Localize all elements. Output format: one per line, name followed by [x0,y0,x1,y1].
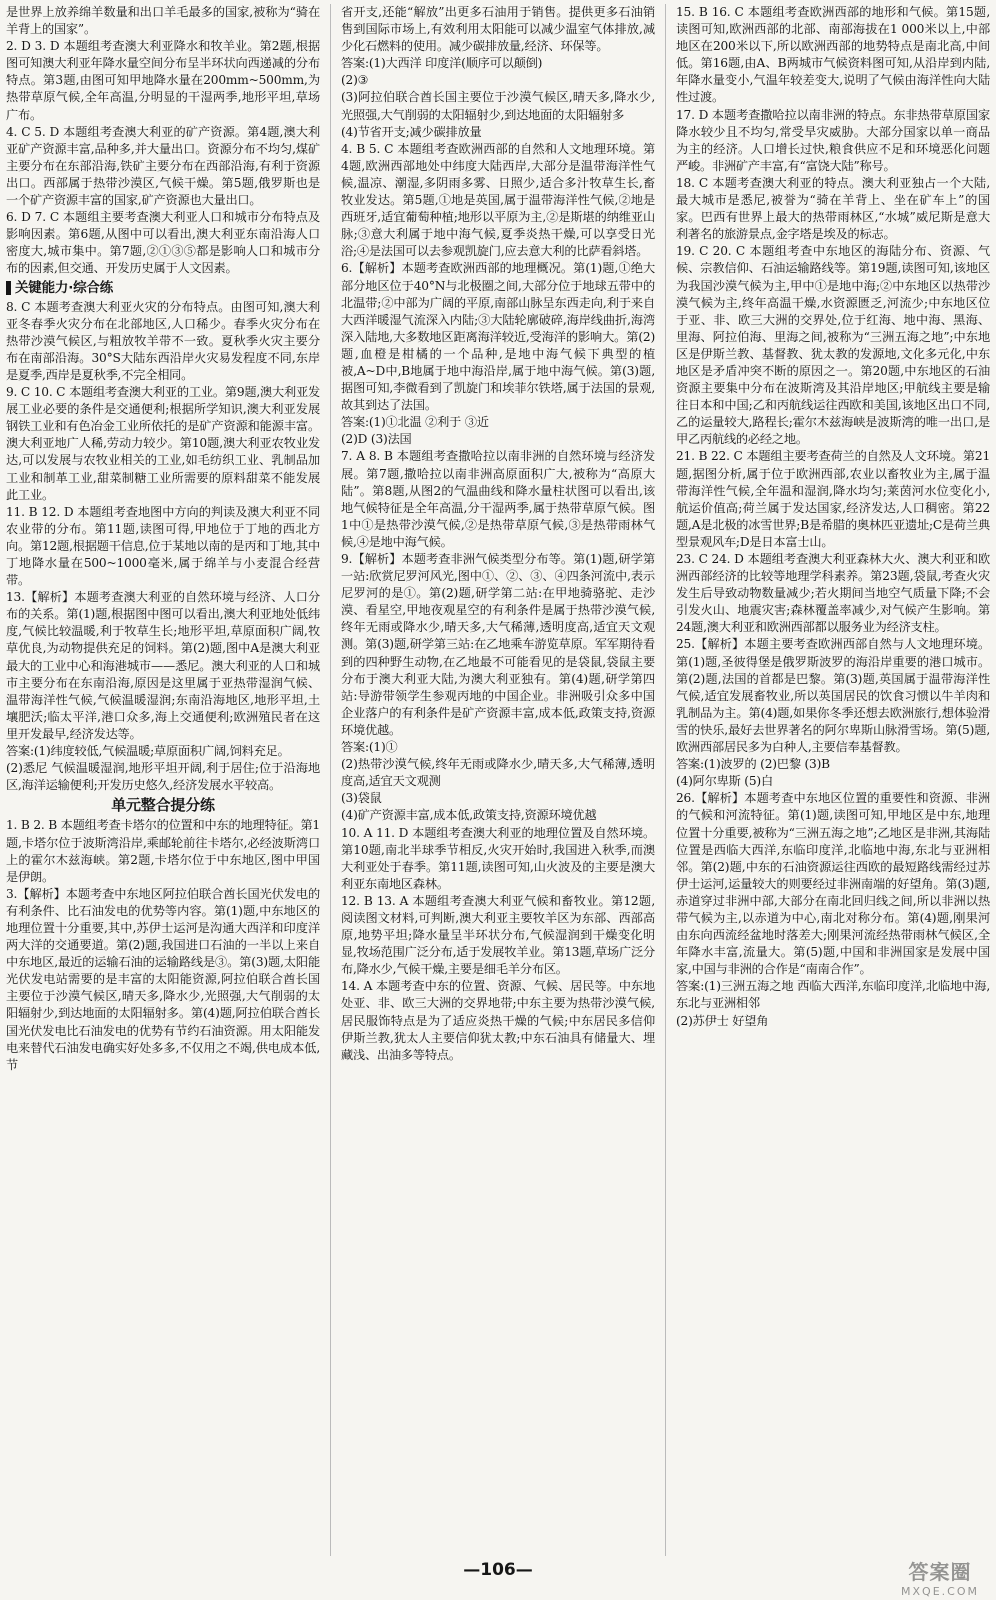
answer-paragraph: 23. C 24. D 本题组考查澳大利亚森林大火、澳大利亚和欧洲西部经济的比较等地理学科素养。第23题,袋鼠,考查火灾发生后导致动物数量减少;若火期间当地空气质量下降;不会引发火山、地震灾害;森林覆盖率减少,对气候产生影响。第24题,澳大利亚和欧洲西部都以服务业为经济支柱。 [676,552,990,635]
answer-paragraph: 省开支,还能“解放”出更多石油用于销售。提供更多石油销售到国际市场上,有效利用太阳能可以减少温室气体排放,减少化石燃料的使用。减少碳排放量,经济、环保等。 [341,5,655,54]
answer-paragraph: (2)D (3)法国 [341,432,412,447]
answer-paragraph: 1. B 2. B 本题组考查卡塔尔的位置和中东的地理特征。第1题,卡塔尔位于波斯湾沿岸,乘邮轮前往卡塔尔,必经波斯湾口上的霍尔木兹海峡。第2题,卡塔尔位于中东地区,图中甲国是伊朗。 [6,818,320,884]
answer-paragraph: 10. A 11. D 本题组考查澳大利亚的地理位置及自然环境。第10题,南北半球季节相反,火灾开始时,我国进入秋季,而澳大利亚处于春季。第11题,读图可知,山火波及的主要是澳大利亚东南地区森林。 [341,825,655,891]
answer-paragraph: 4. B 5. C 本题组考查欧洲西部的自然和人文地理环境。第4题,欧洲西部地处中纬度大陆西岸,大部分是温带海洋性气候,温凉、潮湿,多阴雨多雾、日照少,适合多汁牧草生长,畜牧业发达。第5题,①地是英国,属于温带海洋性气候,②地是西班牙,适宜葡萄种植;地形以平原为主,②是斯堪的纳维亚山脉;③意大利属于地中海气候,夏季炎热干燥,可以享受日光浴;④是法国可以去参观凯旋门,应去意大利的比萨看斜塔。 [341,141,655,259]
column-1 [6,4,320,1556]
answer-paragraph: 6.【解析】本题考查欧洲西部的地理概况。第(1)题,①绝大部分地区位于40°N与北极圈之间,大部分位于地球五带中的北温带;②中部为广阔的平原,南部山脉呈东西走向,利于来自大西洋暖湿气流深入内陆;③大陆轮廓破碎,海岸线曲折,海湾深入陆地,大多数地区距离海洋较近,受海洋的影响大。第(2)题,血橙是柑橘的一个品种,是地中海气候下典型的植被,A~D中,B地属于地中海沿岸,属于地中海气候。第(3)题,据图可知,李微看到了凯旋门和埃菲尔铁塔,属于法国的景观,故其到达了法国。 [341,261,655,413]
answer-page [6,4,990,1556]
answer-paragraph: (2)悉尼 气候温暖湿润,地形平坦开阔,利于居住;位于沿海地区,海洋运输便利;开发历史悠久,经济发展水平较高。 [6,761,320,793]
answer-paragraph: (4)阿尔卑斯 (5)白 [676,774,773,789]
answer-paragraph: 2. D 3. D 本题组考查澳大利亚降水和牧羊业。第2题,根据图可知澳大利亚年降水量空间分布呈半环状向西递减的分布特点。第3题,由图可知甲地降水量在200mm~500mm,为热带草原气候,全年高温,分明显的干湿两季,地形平坦,草场广布。 [6,39,320,122]
watermark-logo [890,1558,990,1596]
answer-paragraph: 26.【解析】本题考查中东地区位置的重要性和资源、非洲的气候和河流特征。第(1)题,读图可知,甲地区是中东,地理位置十分重要,被称为“三洲五海之地”;乙地区是非洲,其海陆位置是西临大西洋,东临印度洋,北临地中海,东北与亚洲相邻。第(2)题,中东的石油资源运往西欧的最短路线需经过苏伊士运河,运量较大的则要经过非洲南端的好望角。第(3)题,赤道穿过非洲中部,大部分在南北回归线之间,所以非洲以热带气候为主,以赤道为中心,南北对称分布。第(4)题,刚果河由东向西流经盆地时落差大;刚果河流经热带雨林气候区,全年降水丰富,流量大。第(5)题,中国和非洲国家是发展中国家,中国与非洲的合作是“南南合作”。 [676,791,990,977]
answer-paragraph: 3.【解析】本题考查中东地区阿拉伯联合酋长国光伏发电的有利条件、比石油发电的优势等内容。第(1)题,中东地区的地理位置十分重要,其中,苏伊士运河是沟通大西洋和印度洋两大洋的交通要道。第(2)题,我国进口石油的一半以上来自中东地区,最近的运输石油的运输路线是③。第(3)题,太阳能光伏发电站需要的是丰富的太阳能资源,阿拉伯联合酋长国主要位于沙漠气候区,晴天多,降水少,光照强,大气削弱的太阳辐射少,到达地面的太阳辐射多。第(4)题,阿拉伯联合酋长国光伏发电比石油发电的优势有节约石油资源。用太阳能发电来替代石油发电确实好处多多,不仅用之不竭,供电成本低,节 [6,886,320,1072]
column-divider [665,4,666,1556]
watermark-sub-text: MXQE.COM [901,1585,979,1598]
answer-paragraph: 18. C 本题考查澳大利亚的特点。澳大利亚独占一个大陆,最大城市是悉尼,被誉为“骑在羊背上、坐在矿车上”的国家。巴西有世界上最大的热带雨林区,“水城”威尼斯是意大利著名的旅游景点,金字塔是埃及的标志。 [676,175,990,242]
answer-paragraph: 6. D 7. C 本题组主要考查澳大利亚人口和城市分布特点及影响因素。第6题,从图中可以看出,澳大利亚东南沿海人口密度大,城市集中。第7题,②①③⑤都是影响人口和城市分布的因素,但交通、开发历史属于人文因素。 [6,210,320,276]
section-heading-text: 关键能力·综合练 [15,279,114,296]
answer-paragraph: (3)阿拉伯联合酋长国主要位于沙漠气候区,晴天多,降水少,光照强,大气削弱的太阳辐射少,到达地面的太阳辐射多 [341,90,655,122]
column-divider [330,4,331,1556]
answer-paragraph: (2)苏伊士 好望角 [676,1013,769,1028]
unit-title: 单元整合提分练 [111,796,215,815]
answer-paragraph: 12. B 13. A 本题组考查澳大利亚气候和畜牧业。第12题,阅读图文材料,可判断,澳大利亚主要牧羊区为东部、西部高原,地势平坦;降水量呈半环状分布,气候湿润到干燥变化明显,牧场范围广泛分布,适于发展牧羊业。第13题,草场广泛分布,降水少,气候干燥,主要是细毛羊分布区。 [341,893,655,977]
section-heading [6,280,320,297]
answer-paragraph: 9.【解析】本题考查非洲气候类型分布等。第(1)题,研学第一站:欣赏尼罗河风光,图中①、②、③、④四条河流中,表示尼罗河的是①。第(2)题,研学第二站:在甲地骑骆驼、走沙漠、看星空,甲地夜观星空的有利条件是属于热带沙漠气候,终年无雨或降水少,晴天多,大气稀薄,透明度高,适宜天文观测。第(3)题,研学第三站:在乙地乘车游览草原。军军期待看到的四种野生动物,在乙地最不可能看见的是袋鼠,袋鼠主要分布于澳大利亚大陆,为澳大利亚独有。第(4)题,研学第四站:导游带领学生参观丙地的中国企业。非洲吸引众多中国企业落户的有利条件是矿产资源丰富,成本低,政策支持,资源环境优越。 [341,552,655,737]
answer-paragraph: 11. B 12. D 本题组考查地图中方向的判读及澳大利亚不同农业带的分布。第11题,读图可得,甲地位于丁地的西北方向。第12题,根据题干信息,位于某地以南的是丙和丁地,其中丁地降水量在500~1000毫米,属于绵羊与小麦混合经营带。 [6,504,320,588]
answer-paragraph: 21. B 22. C 本题组主要考查荷兰的自然及人文环境。第21题,据图分析,属于位于欧洲西部,农业以畜牧业为主,属于温带海洋性气候,全年温和湿润,降水均匀;莱茵河水位变化小,航运价值高;荷兰属于发达国家,经济发达,人口稠密。第22题,A是北极的冰雪世界;B是希腊的奥林匹亚遗址;C是荷兰典型景观风车;D是日本富士山。 [676,449,990,549]
answer-paragraph: 答案:(1)纬度较低,气候温暖;草原面积广阔,饲料充足。 [6,744,290,759]
answer-paragraph: 25.【解析】本题主要考查欧洲西部自然与人文地理环境。第(1)题,圣彼得堡是俄罗斯波罗的海沿岸重要的港口城市。第(2)题,法国的首都是巴黎。第(3)题,英国属于温带海洋性气候,适宜发展畜牧业,所以英国居民的饮食习惯以牛羊肉和乳制品为主。第(4)题,如果你冬季还想去欧洲旅行,想体验滑雪的快乐,最好去世界著名的阿尔卑斯山脉滑雪场。第(5)题,欧洲西部居民多为白种人,主要信奉基督教。 [676,637,990,755]
answer-paragraph: 答案:(1)大西洋 印度洋(顺序可以颠倒) [341,56,543,71]
column-3 [676,4,990,1556]
answer-paragraph: 9. C 10. C 本题组考查澳大利亚的工业。第9题,澳大利亚发展工业必要的条件是交通便利;根据所学知识,澳大利亚发展钢铁工业和有色冶金工业所依托的是矿产资源和能源丰富。澳大利亚地广人稀,劳动力较少。第10题,澳大利亚农牧业发达,可以发展与农牧业相关的工业,如毛纺织工业、乳制品加工业和制革工业,甜菜制糖工业所需要的原料甜菜不能发展此工业。 [6,385,320,502]
answer-paragraph: 8. C 本题考查澳大利亚火灾的分布特点。由图可知,澳大利亚冬春季火灾分布在北部地区,人口稀少。春季火灾分布在热带沙漠气候区,与粗放牧羊带不一致。夏秋季火灾主要分布在南部沿海。30°S大陆东西沿岸火灾易发程度不同,东岸是夏季,西岸是夏秋季,不完全相同。 [6,299,320,382]
answer-paragraph: 答案:(1)波罗的 (2)巴黎 (3)B [676,757,830,772]
answer-paragraph: 14. A 本题考查中东的位置、资源、气候、居民等。中东地处亚、非、欧三大洲的交界地带;中东主要为热带沙漠气候,居民服饰特点是为了适应炎热干燥的气候;中东居民多信仰伊斯兰教,犹太人主要信仰犹太教;中东石油具有储量大、埋藏浅、出油多等特点。 [341,979,655,1062]
answer-paragraph: 答案:(1)三洲五海之地 西临大西洋,东临印度洋,北临地中海,东北与亚洲相邻 [676,979,990,1011]
answer-paragraph: 15. B 16. C 本题组考查欧洲西部的地形和气候。第15题,读图可知,欧洲西部的北部、南部海拔在1 000米以上,中部地区在200米以下,所以欧洲西部的地势特点是南北高,中间低。第16题,由A、B两城市气候资料图可知,从沿岸到内陆,年降水量变小,气温年较差变大,说明了气候由海洋性向大陆性过渡。 [676,5,990,105]
section-marker-icon [6,281,11,295]
answer-paragraph: (2)热带沙漠气候,终年无雨或降水少,晴天多,大气稀薄,透明度高,适宜天文观测 [341,757,655,789]
watermark-main-text: 答案圈 [908,1560,972,1584]
answer-paragraph: 答案:(1)① [341,740,398,755]
answer-paragraph: 19. C 20. C 本题组考查中东地区的海陆分布、资源、气候、宗教信仰、石油运输路线等。第19题,读图可知,该地区为我国沙漠气候为主,甲中①是地中海;②中东地区以热带沙漠气候为主,终年高温干燥,水资源匮乏,河流少;中东地区位于亚、非、欧三大洲的交界处,位于红海、地中海、黑海、里海、阿拉伯海、里海之间,被称为“三洲五海之地”;中东地区是伊斯兰教、基督教、犹太教的发源地,文化多元化,中东地区是矛盾冲突不断的原因之一。第20题,中东地区的石油资源主要集中分布在波斯湾及其沿岸地区;甲航线主要是输往日本和中国;乙和丙航线运往西欧和美国,该地区出口不同,乙的运量较大,路程长;霍尔木兹海峡是波斯湾的唯一出口,是甲乙丙航线的必经之地。 [676,244,990,447]
answer-paragraph: 13.【解析】本题考查澳大利亚的自然环境与经济、人口分布的关系。第(1)题,根据图中图可以看出,澳大利亚地处低纬度,气候比较温暖,利于牧草生长;地形平坦,草原面积广阔,牧草优良,为动物提供充足的饲料。第(2)题,图中A是澳大利亚最大的工业中心和海港城市——悉尼。澳大利亚的人口和城市主要分布在东南沿海,原因是这里属于亚热带湿润气候、温带海洋性气候,气候温暖湿润;东南沿海地区,地形平坦,土壤肥沃;临太平洋,港口众多,海上交通便利;欧洲殖民者在这里开发最早,经济发达等。 [6,590,320,741]
answer-paragraph: 答案:(1)①北温 ②利于 ③近 [341,415,489,430]
column-2 [341,4,655,1556]
answer-paragraph: (4)矿产资源丰富,成本低,政策支持,资源环境优越 [341,808,597,823]
page-number: —106— [463,1560,533,1580]
answer-paragraph: (3)袋鼠 [341,791,382,806]
answer-paragraph: (4)节省开支;减少碳排放量 [341,124,482,139]
answer-paragraph: (2)③ [341,73,369,88]
answer-paragraph: 4. C 5. D 本题组考查澳大利亚的矿产资源。第4题,澳大利亚矿产资源丰富,品种多,并大量出口。资源分布不均匀,煤矿主要分布在东部沿海,铁矿主要分布在西部沿海,有利于资源出口。西部属于热带沙漠区,气候干燥。第5题,俄罗斯也是一个矿产资源丰富的国家,矿产资源也大量出口。 [6,124,320,208]
answer-paragraph: 7. A 8. B 本题组考查撒哈拉以南非洲的自然环境与经济发展。第7题,撒哈拉以南非洲高原面积广大,被称为“高原大陆”。第8题,从图2的气温曲线和降水量柱状图可以看出,该地气候特征是全年高温,分干湿两季,属于热带草原气候。图1中①是热带沙漠气候,②是热带草原气候,③是热带雨林气候,④是地中海气候。 [341,449,655,549]
answer-paragraph: 是世界上放养绵羊数量和出口羊毛最多的国家,被称为“骑在羊背上的国家”。 [6,5,320,37]
answer-paragraph: 17. D 本题考查撒哈拉以南非洲的特点。东非热带草原国家降水较少且不均匀,常受旱灾威胁。大部分国家以单一商品为主的经济。人口增长过快,粮食供应不足和环境恶化问题严峻。非洲矿产丰富,有“富饶大陆”称号。 [676,107,990,173]
